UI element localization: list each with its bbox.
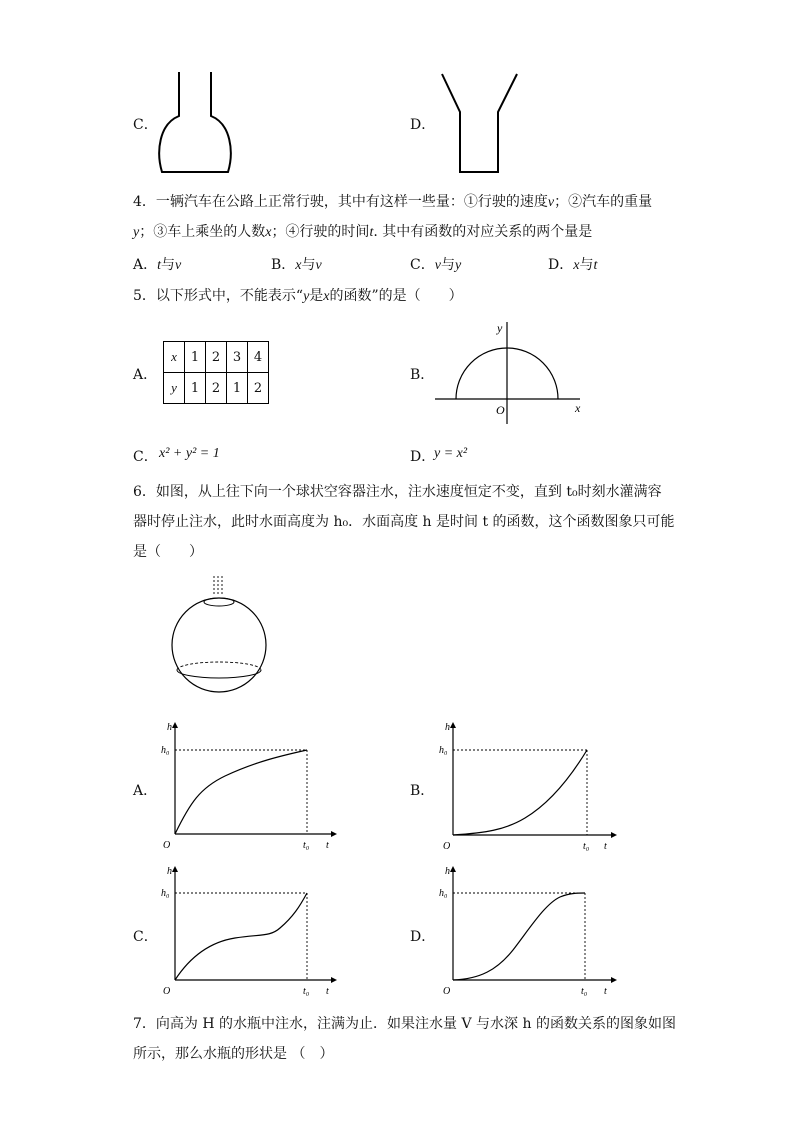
q4-stem-line2: y；③车上乘坐的人数x；④行驶的时间t. 其中有函数的对应关系的两个量是 bbox=[133, 224, 593, 240]
q6-option-c-label: C． bbox=[133, 929, 158, 945]
q6-stem-line3: 是（ ） bbox=[133, 544, 203, 560]
h-label: h bbox=[167, 722, 172, 733]
h0-label: h₀ bbox=[161, 888, 170, 899]
q4-option-b: B．x与v bbox=[271, 257, 322, 273]
q4-stem-line1: 4．一辆汽车在公路上正常行驶，其中有这样一些量：①行驶的速度v；②汽车的重量 bbox=[133, 194, 653, 210]
t0-label: t₀ bbox=[583, 841, 590, 852]
round-flask-figure bbox=[150, 66, 250, 178]
table-cell: 1 bbox=[185, 373, 206, 404]
h-label: h bbox=[445, 722, 450, 733]
q5-stem: 5．以下形式中，不能表示“y是x的函数”的是（ ） bbox=[133, 288, 463, 304]
table-cell: 1 bbox=[185, 342, 206, 373]
x-axis-label: x bbox=[575, 401, 581, 415]
h0-label: h₀ bbox=[439, 745, 448, 756]
q4-option-c: C．v与y bbox=[410, 257, 462, 273]
graph-option-a bbox=[155, 718, 345, 854]
table-row-x bbox=[164, 342, 269, 373]
origin-label: O bbox=[496, 403, 505, 417]
curve-c bbox=[175, 893, 307, 980]
t-label: t bbox=[326, 986, 329, 997]
q5-option-d-label: D． bbox=[410, 449, 436, 465]
h-label: h bbox=[445, 866, 450, 877]
table-cell: 4 bbox=[248, 342, 269, 373]
t0-label: t₀ bbox=[303, 840, 310, 851]
q5-equation-d: y = x² bbox=[434, 446, 468, 461]
q7-stem-line2: 所示，那么水瓶的形状是 （ ） bbox=[133, 1046, 334, 1062]
q6-stem-line2: 器时停止注水，此时水面高度为 h₀．水面高度 h 是时间 t 的函数，这个函数图象只可能 bbox=[133, 514, 675, 530]
graph-option-d bbox=[435, 862, 625, 998]
origin-label: O bbox=[163, 840, 171, 851]
table-cell: x bbox=[164, 342, 185, 373]
q3-option-c-label: C． bbox=[133, 117, 158, 133]
q5-option-b-label: B． bbox=[410, 367, 435, 383]
origin-label: O bbox=[443, 986, 451, 997]
q6-stem-line1: 6．如图，从上往下向一个球状空容器注水，注水速度恒定不变，直到 t₀时刻水灌满容 bbox=[133, 484, 662, 500]
table-cell: 3 bbox=[227, 342, 248, 373]
table-cell: 2 bbox=[248, 373, 269, 404]
q5-equation-c: x² + y² = 1 bbox=[159, 446, 220, 461]
h-label: h bbox=[167, 866, 172, 877]
table-row-y bbox=[164, 373, 269, 404]
graph-option-c bbox=[155, 862, 345, 998]
q5-option-c-label: C． bbox=[133, 449, 158, 465]
q4-option-a: A．t与v bbox=[133, 257, 182, 273]
semicircle-graph bbox=[430, 316, 590, 430]
table-cell: y bbox=[164, 373, 185, 404]
q6-option-d-label: D． bbox=[410, 929, 436, 945]
curve-b bbox=[453, 750, 587, 835]
q6-option-a-label: A． bbox=[133, 783, 158, 799]
table-cell: 2 bbox=[206, 373, 227, 404]
q4-option-d: D．x与t bbox=[548, 257, 598, 273]
funnel-vessel-figure bbox=[436, 66, 526, 178]
q5-option-a-label: A． bbox=[133, 367, 158, 383]
q5-value-table bbox=[163, 341, 269, 404]
t-label: t bbox=[326, 840, 329, 851]
t-label: t bbox=[604, 841, 607, 852]
t0-label: t₀ bbox=[303, 986, 310, 997]
origin-label: O bbox=[443, 841, 451, 852]
spherical-container-figure bbox=[165, 572, 275, 700]
q3-option-d-label: D． bbox=[410, 117, 436, 133]
curve-a bbox=[175, 750, 307, 834]
origin-label: O bbox=[163, 986, 171, 997]
q7-stem-line1: 7．向高为 H 的水瓶中注水，注满为止．如果注水量 V 与水深 h 的函数关系的图象如图 bbox=[133, 1016, 676, 1032]
h0-label: h₀ bbox=[439, 888, 448, 899]
curve-d bbox=[453, 893, 585, 980]
t-label: t bbox=[604, 986, 607, 997]
h0-label: h₀ bbox=[161, 745, 170, 756]
table-cell: 1 bbox=[227, 373, 248, 404]
y-axis-label: y bbox=[497, 321, 503, 335]
q6-option-b-label: B． bbox=[410, 783, 435, 799]
table-cell: 2 bbox=[206, 342, 227, 373]
t0-label: t₀ bbox=[581, 986, 588, 997]
graph-option-b bbox=[435, 718, 625, 854]
